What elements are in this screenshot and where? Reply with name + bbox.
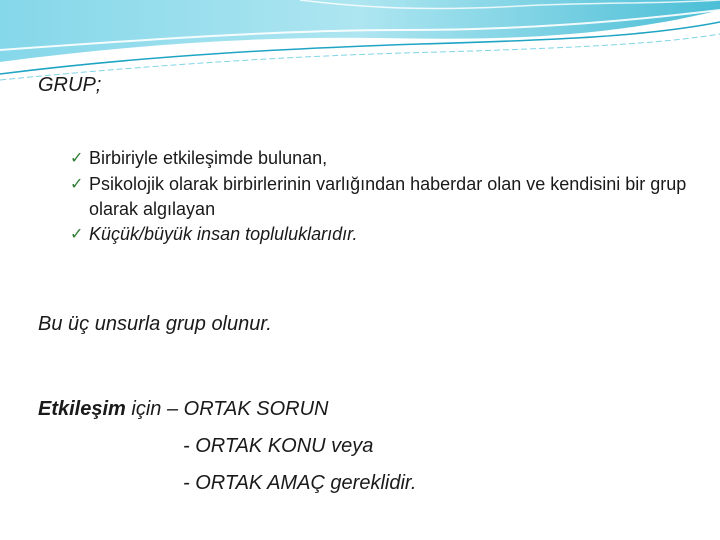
- check-icon: ✓: [70, 150, 84, 167]
- list-item: [70, 146, 690, 171]
- bullet-text: Psikolojik olarak birbirlerinin varlığından haberdar olan ve kendisini bir grup olarak algılayan: [89, 174, 687, 219]
- requirement-line-1-text: için – ORTAK SORUN: [125, 398, 329, 420]
- requirement-line-3: - ORTAK AMAÇ gereklidir.: [183, 472, 417, 494]
- requirement-term: Etkileşim: [38, 398, 126, 420]
- list-item: [70, 222, 690, 247]
- bullet-list: [70, 146, 690, 247]
- list-item: [70, 172, 690, 222]
- summary-sentence: Bu üç unsurla grup olunur.: [38, 313, 272, 335]
- check-icon: ✓: [70, 226, 84, 243]
- requirements-block: [38, 391, 416, 502]
- requirement-line-2: - ORTAK KONU veya: [183, 435, 374, 457]
- check-icon: ✓: [70, 176, 84, 193]
- page-title: GRUP;: [38, 74, 102, 96]
- decorative-wave-banner: [0, 0, 720, 90]
- bullet-text: Birbiriyle etkileşimde bulunan,: [89, 148, 328, 168]
- bullet-text: Küçük/büyük insan topluluklarıdır.: [89, 224, 358, 244]
- requirement-line-1: [38, 391, 416, 428]
